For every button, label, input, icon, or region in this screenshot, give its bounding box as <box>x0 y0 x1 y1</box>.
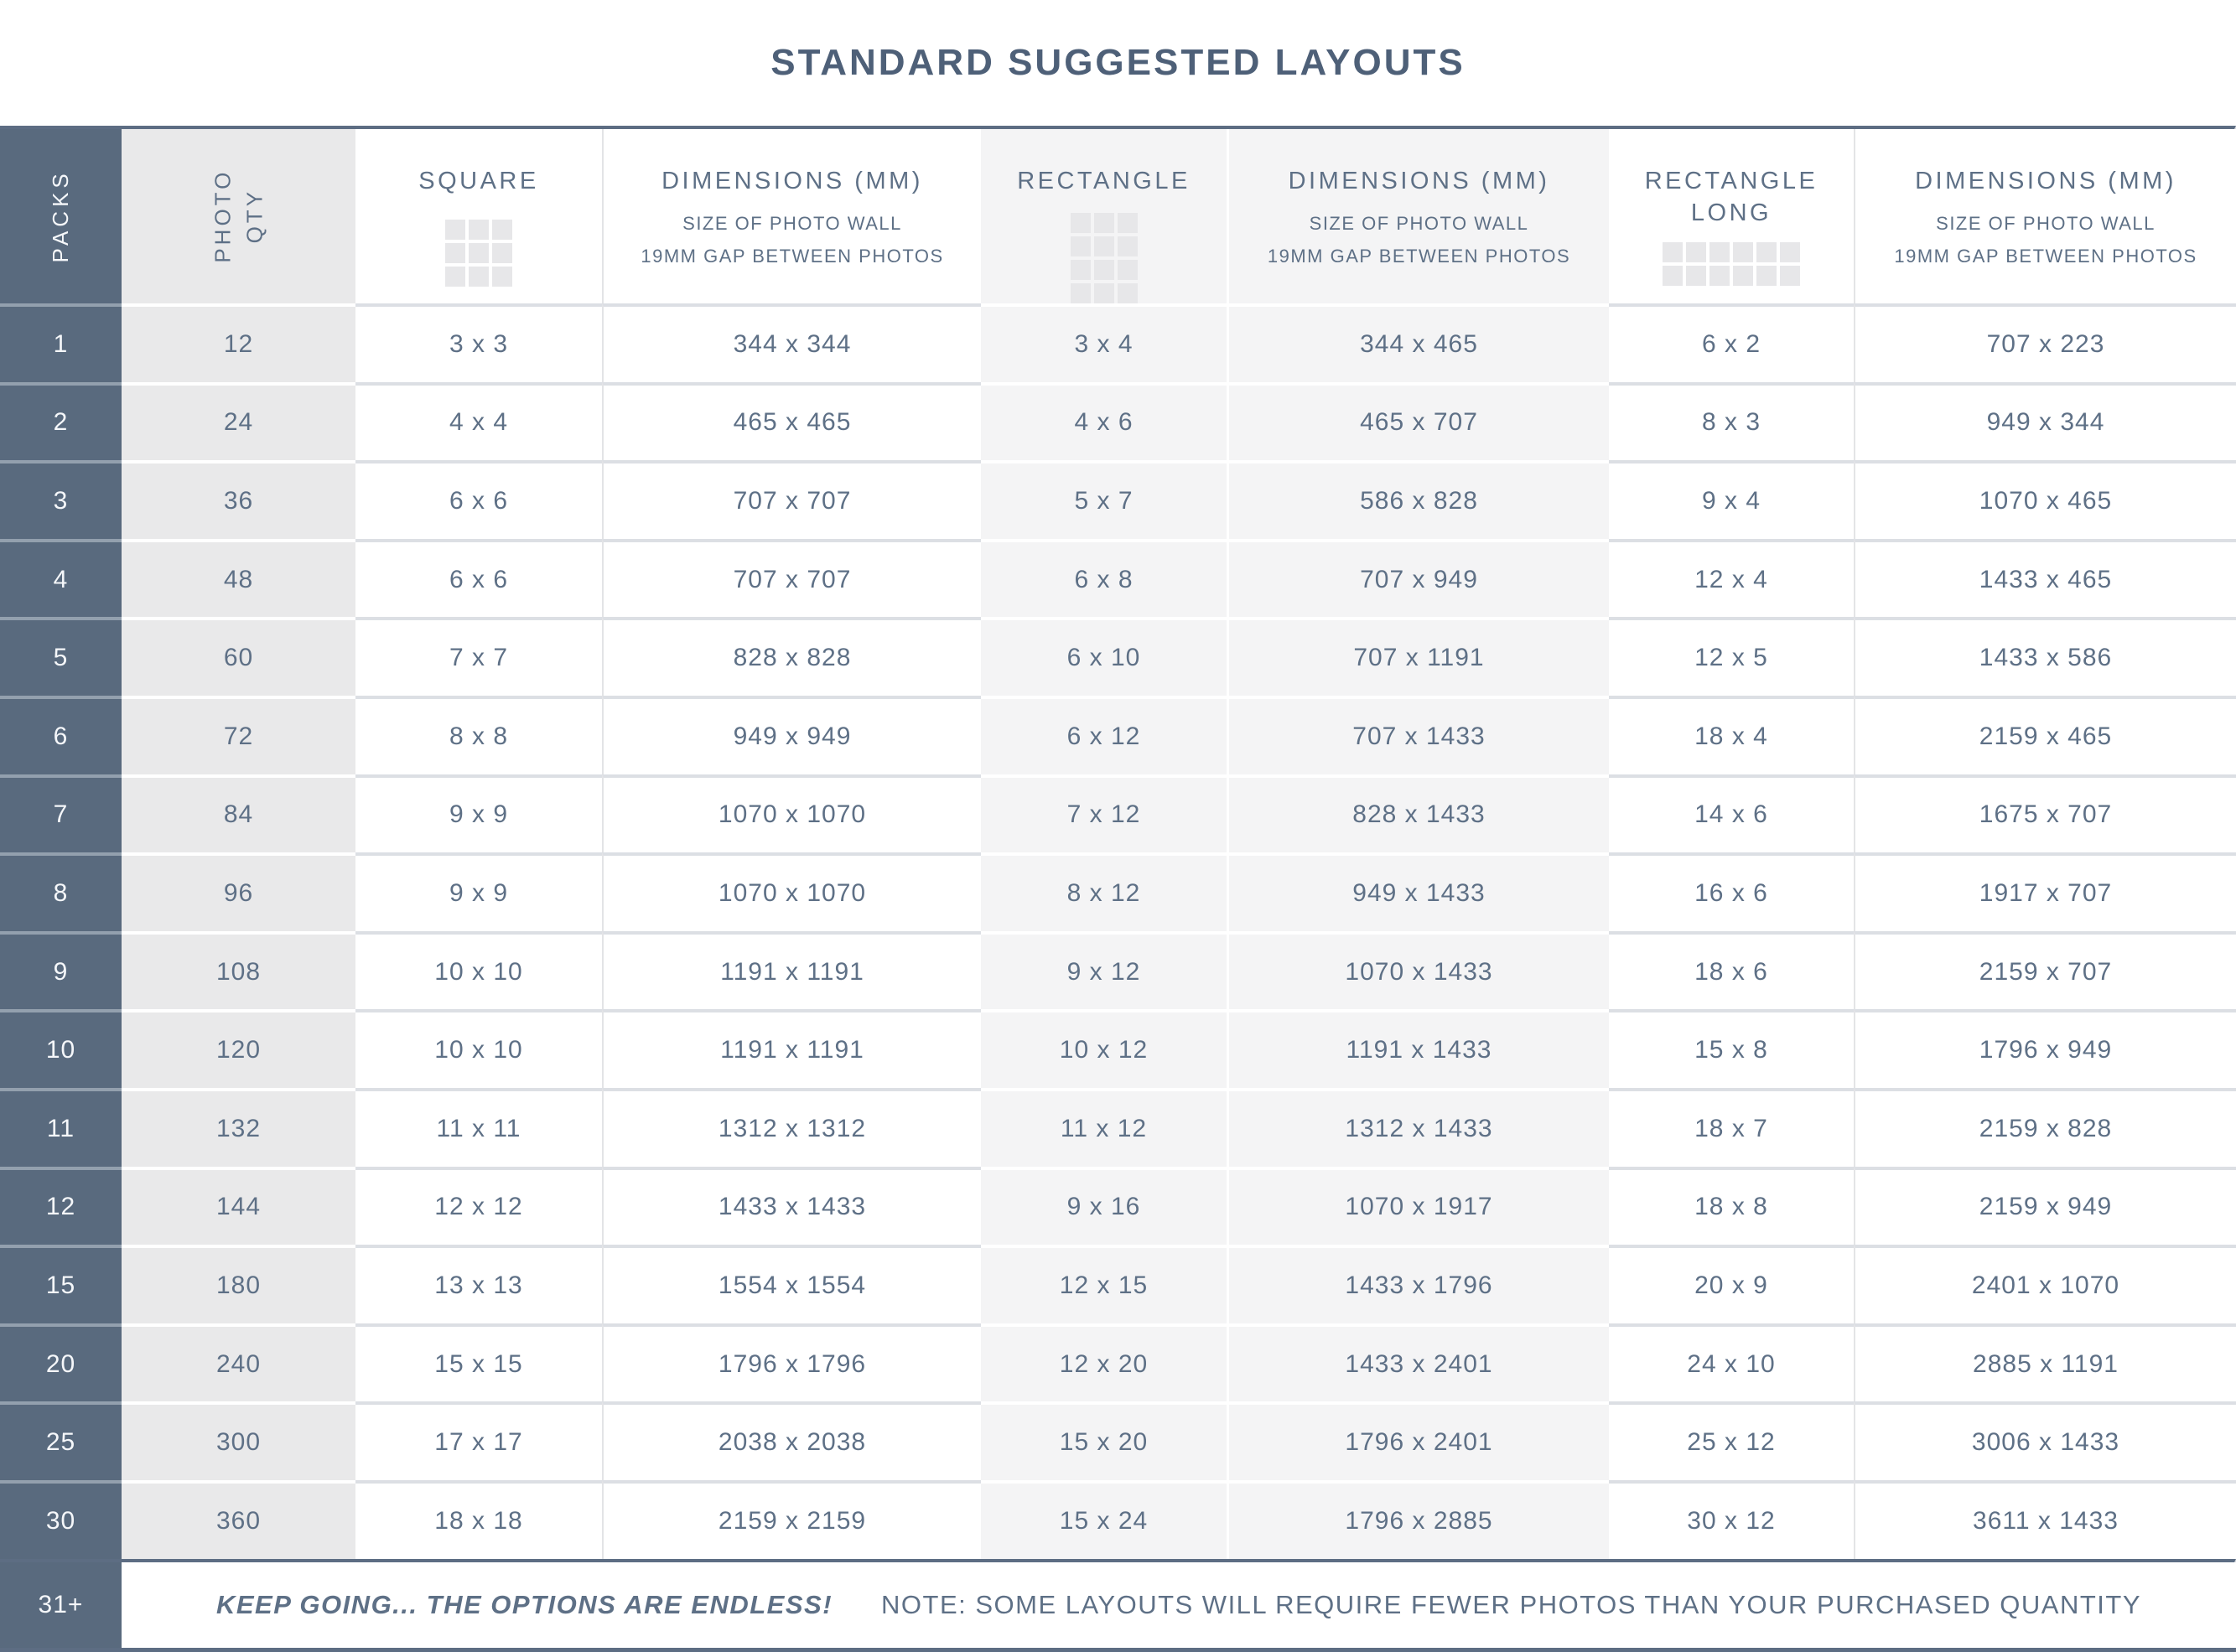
rectangle-long-cell: 18 x 6 <box>1609 931 1854 1010</box>
square-cell: 17 x 17 <box>355 1401 602 1480</box>
grid-square <box>492 220 512 240</box>
rectangle-dimensions-cell: 586 x 828 <box>1227 460 1609 539</box>
square-cell: 9 x 9 <box>355 852 602 931</box>
rectangle-dimensions-cell: 949 x 1433 <box>1227 852 1609 931</box>
grid-square <box>1780 242 1800 262</box>
rectangle-long-dimensions-cell: 1917 x 707 <box>1854 852 2236 931</box>
photo-qty-cell: 240 <box>122 1323 355 1402</box>
square-cell: 12 x 12 <box>355 1167 602 1245</box>
footer-message-cell <box>122 1562 2236 1648</box>
square-cell: 8 x 8 <box>355 696 602 774</box>
rectangle-long-dimensions-cell: 949 x 344 <box>1854 382 2236 461</box>
rectangle-long-cell: 15 x 8 <box>1609 1009 1854 1088</box>
grid-square <box>492 267 512 287</box>
photo-qty-cell: 96 <box>122 852 355 931</box>
rectangle-long-dimensions-cell: 1070 x 465 <box>1854 460 2236 539</box>
rectangle-long-cell: 30 x 12 <box>1609 1480 1854 1559</box>
square-cell: 6 x 6 <box>355 460 602 539</box>
dimensions-sub2: 19MM GAP BETWEEN PHOTOS <box>1267 245 1571 267</box>
rectangle-long-cell: 16 x 6 <box>1609 852 1854 931</box>
header-square <box>355 129 602 303</box>
footer-note-text: NOTE: SOME LAYOUTS WILL REQUIRE FEWER PHOTOS THAN YOUR PURCHASED QUANTITY <box>881 1589 2142 1619</box>
grid-square <box>445 243 465 263</box>
rectangle-long-cell: 24 x 10 <box>1609 1323 1854 1402</box>
dimensions-sub2: 19MM GAP BETWEEN PHOTOS <box>641 245 944 267</box>
grid-square <box>1663 266 1683 286</box>
packs-cell: 8 <box>0 852 122 931</box>
packs-cell: 25 <box>0 1401 122 1480</box>
rectangle-cell: 9 x 12 <box>981 931 1227 1010</box>
dimensions-title: DIMENSIONS (MM) <box>1915 168 2176 194</box>
header-photo-qty <box>122 129 355 303</box>
packs-cell: 4 <box>0 539 122 618</box>
grid-square <box>1071 236 1091 256</box>
rectangle-long-line-2: LONG <box>1690 199 1772 226</box>
rectangle-dimensions-cell: 707 x 949 <box>1227 539 1609 618</box>
footer-packs-cell: 31+ <box>0 1562 122 1648</box>
rectangle-cell: 5 x 7 <box>981 460 1227 539</box>
packs-cell: 20 <box>0 1323 122 1402</box>
grid-square <box>1663 242 1683 262</box>
rectangle-cell: 9 x 16 <box>981 1167 1227 1245</box>
dimensions-title: DIMENSIONS (MM) <box>661 168 923 194</box>
square-cell: 10 x 10 <box>355 1009 602 1088</box>
footer-keep-going-text: KEEP GOING... THE OPTIONS ARE ENDLESS! <box>215 1589 833 1619</box>
grid-square <box>1118 236 1138 256</box>
square-cell: 9 x 9 <box>355 774 602 853</box>
grid-square <box>1071 283 1091 303</box>
grid-square <box>1733 242 1753 262</box>
rectangle-cell: 15 x 20 <box>981 1401 1227 1480</box>
packs-cell: 9 <box>0 931 122 1010</box>
grid-square <box>1118 260 1138 280</box>
square-cell: 7 x 7 <box>355 617 602 696</box>
square-dimensions-cell: 949 x 949 <box>602 696 981 774</box>
rectangle-dimensions-cell: 1433 x 2401 <box>1227 1323 1609 1402</box>
rectangle-long-column-label <box>1645 166 1818 229</box>
square-dimensions-cell: 1070 x 1070 <box>602 774 981 853</box>
rectangle-long-dimensions-cell: 2159 x 828 <box>1854 1088 2236 1167</box>
dimensions-sub1: SIZE OF PHOTO WALL <box>1309 212 1529 234</box>
table-footer <box>0 1559 2236 1648</box>
rectangle-long-cell: 18 x 4 <box>1609 696 1854 774</box>
dimensions-sub2: 19MM GAP BETWEEN PHOTOS <box>1894 245 2197 267</box>
packs-cell: 5 <box>0 617 122 696</box>
square-dimensions-cell: 828 x 828 <box>602 617 981 696</box>
rectangle-long-dimensions-cell: 2159 x 465 <box>1854 696 2236 774</box>
rectangle-cell: 6 x 10 <box>981 617 1227 696</box>
packs-cell: 1 <box>0 303 122 382</box>
rectangle-long-dimensions-cell: 3006 x 1433 <box>1854 1401 2236 1480</box>
rectangle-dimensions-cell: 344 x 465 <box>1227 303 1609 382</box>
rectangle-cell: 8 x 12 <box>981 852 1227 931</box>
table-body <box>0 303 2236 1559</box>
grid-square <box>445 220 465 240</box>
rectangle-long-dimensions-cell: 707 x 223 <box>1854 303 2236 382</box>
rectangle-long-dimensions-cell: 3611 x 1433 <box>1854 1480 2236 1559</box>
rectangle-long-cell: 9 x 4 <box>1609 460 1854 539</box>
dimensions-sub1: SIZE OF PHOTO WALL <box>1936 212 2156 234</box>
photo-qty-cell: 144 <box>122 1167 355 1245</box>
rectangle-long-line-1: RECTANGLE <box>1644 168 1818 194</box>
rectangle-grid-icon <box>1071 213 1138 303</box>
grid-square <box>1756 242 1777 262</box>
header-packs <box>0 129 122 303</box>
rectangle-cell: 4 x 6 <box>981 382 1227 461</box>
square-dimensions-cell: 1191 x 1191 <box>602 931 981 1010</box>
square-dimensions-cell: 1554 x 1554 <box>602 1245 981 1323</box>
square-dimensions-cell: 707 x 707 <box>602 460 981 539</box>
square-cell: 15 x 15 <box>355 1323 602 1402</box>
packs-cell: 3 <box>0 460 122 539</box>
dimensions-sub1: SIZE OF PHOTO WALL <box>682 212 902 234</box>
rectangle-cell: 15 x 24 <box>981 1480 1227 1559</box>
grid-square <box>1071 260 1091 280</box>
grid-square <box>1094 213 1114 233</box>
packs-cell: 12 <box>0 1167 122 1245</box>
square-dimensions-cell: 1433 x 1433 <box>602 1167 981 1245</box>
rectangle-dimensions-cell: 707 x 1191 <box>1227 617 1609 696</box>
square-cell: 13 x 13 <box>355 1245 602 1323</box>
rectangle-long-cell: 18 x 7 <box>1609 1088 1854 1167</box>
rectangle-cell: 10 x 12 <box>981 1009 1227 1088</box>
rectangle-long-cell: 20 x 9 <box>1609 1245 1854 1323</box>
grid-square <box>1686 266 1706 286</box>
page-title: STANDARD SUGGESTED LAYOUTS <box>770 42 1466 83</box>
rectangle-long-cell: 8 x 3 <box>1609 382 1854 461</box>
photo-qty-cell: 24 <box>122 382 355 461</box>
rectangle-dimensions-cell: 465 x 707 <box>1227 382 1609 461</box>
rectangle-long-cell: 12 x 5 <box>1609 617 1854 696</box>
photo-qty-column-label <box>207 169 270 263</box>
grid-square <box>469 243 489 263</box>
photo-qty-line-1: PHOTO <box>209 169 235 263</box>
packs-cell: 30 <box>0 1480 122 1559</box>
rectangle-cell: 6 x 8 <box>981 539 1227 618</box>
bottom-border-bar <box>0 1648 2236 1652</box>
grid-square <box>469 267 489 287</box>
rectangle-long-dimensions-cell: 2159 x 949 <box>1854 1167 2236 1245</box>
grid-square <box>1118 213 1138 233</box>
photo-qty-cell: 36 <box>122 460 355 539</box>
header-rectangle <box>981 129 1227 303</box>
grid-square <box>1071 213 1091 233</box>
dimensions-title: DIMENSIONS (MM) <box>1288 168 1550 194</box>
rectangle-long-dimensions-cell: 2885 x 1191 <box>1854 1323 2236 1402</box>
photo-qty-cell: 84 <box>122 774 355 853</box>
photo-qty-cell: 12 <box>122 303 355 382</box>
rectangle-dimensions-cell: 1796 x 2401 <box>1227 1401 1609 1480</box>
table-header <box>0 126 2236 303</box>
rectangle-cell: 12 x 20 <box>981 1323 1227 1402</box>
square-cell: 3 x 3 <box>355 303 602 382</box>
grid-square <box>1094 260 1114 280</box>
rectangle-long-cell: 18 x 8 <box>1609 1167 1854 1245</box>
rectangle-long-dimensions-cell: 1433 x 465 <box>1854 539 2236 618</box>
packs-column-label: PACKS <box>47 169 73 263</box>
grid-square <box>1094 283 1114 303</box>
square-dimensions-cell: 344 x 344 <box>602 303 981 382</box>
header-rectangle-long-dimensions <box>1854 129 2236 303</box>
grid-square <box>469 220 489 240</box>
packs-cell: 2 <box>0 382 122 461</box>
square-grid-icon <box>445 220 512 287</box>
square-cell: 11 x 11 <box>355 1088 602 1167</box>
photo-qty-cell: 60 <box>122 617 355 696</box>
square-cell: 4 x 4 <box>355 382 602 461</box>
square-dimensions-cell: 1191 x 1191 <box>602 1009 981 1088</box>
rectangle-dimensions-cell: 1433 x 1796 <box>1227 1245 1609 1323</box>
packs-cell: 7 <box>0 774 122 853</box>
rectangle-dimensions-cell: 1070 x 1433 <box>1227 931 1609 1010</box>
rectangle-long-dimensions-cell: 1675 x 707 <box>1854 774 2236 853</box>
grid-square <box>1733 266 1753 286</box>
grid-square <box>1686 242 1706 262</box>
square-dimensions-cell: 2038 x 2038 <box>602 1401 981 1480</box>
packs-cell: 6 <box>0 696 122 774</box>
photo-qty-line-2: QTY <box>241 189 267 244</box>
photo-qty-cell: 300 <box>122 1401 355 1480</box>
packs-cell: 10 <box>0 1009 122 1088</box>
rectangle-cell: 3 x 4 <box>981 303 1227 382</box>
square-dimensions-cell: 1312 x 1312 <box>602 1088 981 1167</box>
header-rectangle-dimensions <box>1227 129 1609 303</box>
title-bar <box>0 0 2236 126</box>
rectangle-dimensions-cell: 1312 x 1433 <box>1227 1088 1609 1167</box>
rectangle-dimensions-cell: 1070 x 1917 <box>1227 1167 1609 1245</box>
rectangle-long-cell: 25 x 12 <box>1609 1401 1854 1480</box>
rectangle-column-label: RECTANGLE <box>1017 168 1191 194</box>
square-dimensions-cell: 1070 x 1070 <box>602 852 981 931</box>
grid-square <box>1118 283 1138 303</box>
rectangle-long-grid-icon <box>1663 242 1800 286</box>
square-dimensions-cell: 2159 x 2159 <box>602 1480 981 1559</box>
square-cell: 6 x 6 <box>355 539 602 618</box>
rectangle-long-cell: 14 x 6 <box>1609 774 1854 853</box>
rectangle-cell: 7 x 12 <box>981 774 1227 853</box>
grid-square <box>1780 266 1800 286</box>
packs-cell: 11 <box>0 1088 122 1167</box>
square-dimensions-cell: 1796 x 1796 <box>602 1323 981 1402</box>
rectangle-cell: 6 x 12 <box>981 696 1227 774</box>
rectangle-cell: 12 x 15 <box>981 1245 1227 1323</box>
grid-square <box>1709 266 1730 286</box>
rectangle-dimensions-cell: 828 x 1433 <box>1227 774 1609 853</box>
photo-qty-cell: 72 <box>122 696 355 774</box>
square-cell: 18 x 18 <box>355 1480 602 1559</box>
rectangle-long-dimensions-cell: 1796 x 949 <box>1854 1009 2236 1088</box>
square-column-label: SQUARE <box>418 168 539 194</box>
rectangle-long-cell: 12 x 4 <box>1609 539 1854 618</box>
grid-square <box>1094 236 1114 256</box>
rectangle-dimensions-cell: 1191 x 1433 <box>1227 1009 1609 1088</box>
square-dimensions-cell: 465 x 465 <box>602 382 981 461</box>
grid-square <box>1756 266 1777 286</box>
header-square-dimensions <box>602 129 981 303</box>
rectangle-cell: 11 x 12 <box>981 1088 1227 1167</box>
rectangle-dimensions-cell: 1796 x 2885 <box>1227 1480 1609 1559</box>
photo-qty-cell: 132 <box>122 1088 355 1167</box>
square-dimensions-cell: 707 x 707 <box>602 539 981 618</box>
photo-qty-cell: 48 <box>122 539 355 618</box>
photo-qty-cell: 108 <box>122 931 355 1010</box>
grid-square <box>492 243 512 263</box>
rectangle-long-dimensions-cell: 2401 x 1070 <box>1854 1245 2236 1323</box>
header-rectangle-long <box>1609 129 1854 303</box>
grid-square <box>445 267 465 287</box>
square-cell: 10 x 10 <box>355 931 602 1010</box>
packs-cell: 15 <box>0 1245 122 1323</box>
rectangle-long-dimensions-cell: 1433 x 586 <box>1854 617 2236 696</box>
photo-qty-cell: 360 <box>122 1480 355 1559</box>
rectangle-dimensions-cell: 707 x 1433 <box>1227 696 1609 774</box>
photo-qty-cell: 180 <box>122 1245 355 1323</box>
photo-qty-cell: 120 <box>122 1009 355 1088</box>
grid-square <box>1709 242 1730 262</box>
rectangle-long-cell: 6 x 2 <box>1609 303 1854 382</box>
rectangle-long-dimensions-cell: 2159 x 707 <box>1854 931 2236 1010</box>
